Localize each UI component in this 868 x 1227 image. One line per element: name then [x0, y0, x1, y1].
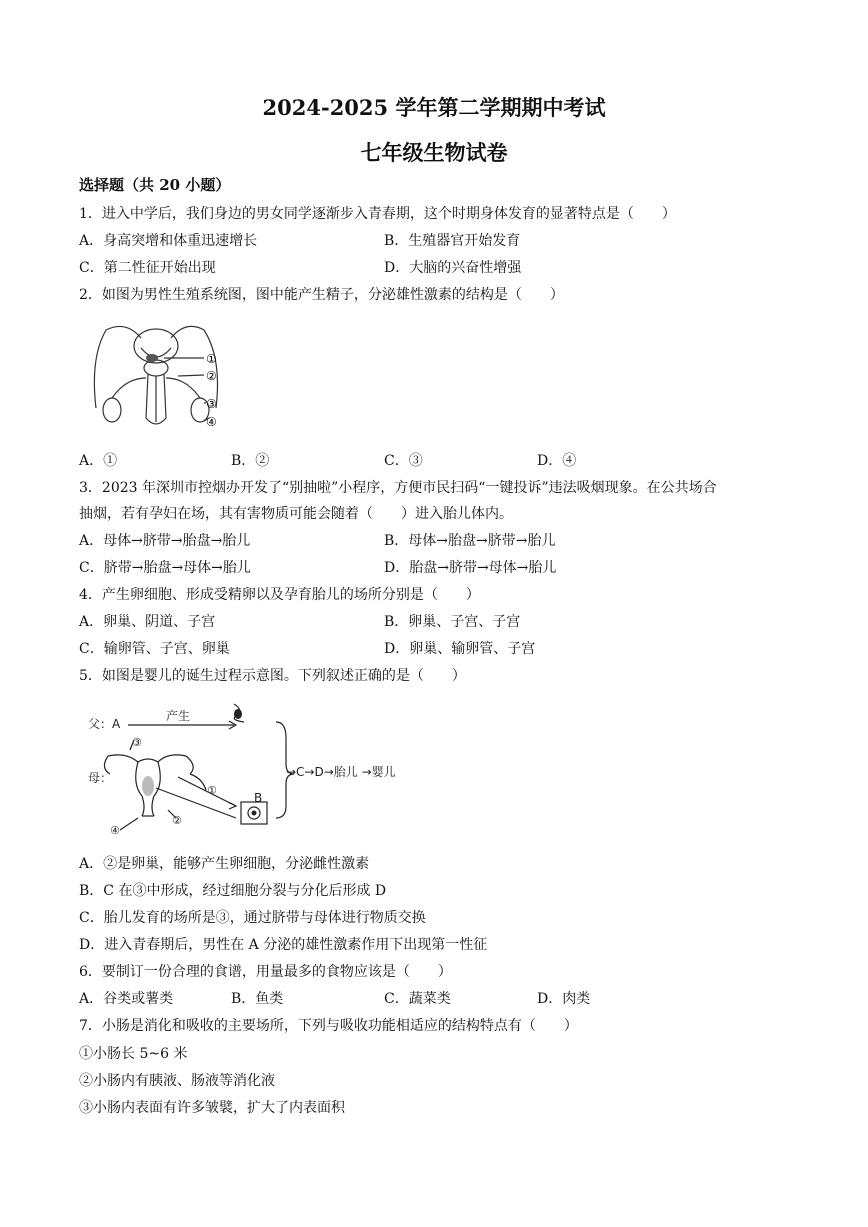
q4-option-a: A．卵巢、阴道、子宫: [79, 614, 216, 630]
fig5-num-1: ①: [207, 784, 217, 797]
birth-process-figure: [86, 698, 456, 840]
fig5-num-3: ③: [132, 736, 142, 749]
q6-option-b: B．鱼类: [231, 991, 284, 1007]
q5-option-d: D．进入青春期后，男性在 A 分泌的雄性激素作用下出现第一性征: [79, 937, 488, 953]
q1-option-d: D．大脑的兴奋性增强: [384, 260, 522, 276]
fig2-label-3: ③: [206, 397, 217, 411]
male-reproductive-figure: [86, 318, 226, 436]
section-heading: 选择题（共 20 小题）: [79, 176, 231, 194]
q1-option-a: A．身高突增和体重迅速增长: [79, 233, 258, 249]
q1-option-b: B．生殖器官开始发育: [384, 233, 521, 249]
q7-statement-2: ②小肠内有胰液、肠液等消化液: [79, 1073, 275, 1089]
fig5-mother: 母：: [88, 771, 113, 785]
q6-option-c: C．蔬菜类: [384, 991, 451, 1007]
q7-stem: 7．小肠是消化和吸收的主要场所，下列与吸收功能相适应的结构特点有（ ）: [79, 1018, 578, 1034]
fig5-father: 父：A: [88, 717, 121, 731]
q3-stem-line2: 抽烟，若有孕妇在场，其有害物质可能会随着（ ）进入胎儿体内。: [79, 506, 513, 522]
q2-option-a: A．①: [79, 453, 118, 469]
q2-option-c: C．③: [384, 453, 423, 469]
q4-option-d: D．卵巢、输卵管、子宫: [384, 641, 536, 657]
fig5-num-4: ④: [110, 824, 120, 837]
q3-stem-line1: 3．2023 年深圳市控烟办开发了“别抽啦”小程序，方便市民扫码“一键投诉”违法吸烟现象。在公共场合: [79, 480, 717, 496]
q3-option-c: C．脐带→胎盘→母体→胎儿: [79, 560, 251, 576]
fig5-chain: →C→D→胎儿 →婴儿: [286, 765, 396, 779]
q5-option-a: A．②是卵巢，能够产生卵细胞，分泌雌性激素: [79, 856, 370, 872]
exam-subtitle: 七年级生物试卷: [360, 140, 508, 165]
q7-statement-1: ①小肠长 5~6 米: [79, 1046, 188, 1062]
q2-option-d: D．④: [537, 453, 577, 469]
q1-option-c: C．第二性征开始出现: [79, 260, 216, 276]
q4-stem: 4．产生卵细胞、形成受精卵以及孕育胎儿的场所分别是（ ）: [79, 587, 480, 603]
q5-option-c: C．胎儿发育的场所是③，通过脐带与母体进行物质交换: [79, 910, 426, 926]
fig2-label-1: ①: [206, 352, 217, 366]
fig2-label-2: ②: [206, 369, 217, 383]
fig5-num-2: ②: [172, 814, 182, 827]
fig5-label-b: B: [254, 791, 263, 805]
q4-option-b: B．卵巢、子宫、子宫: [384, 614, 521, 630]
q3-option-d: D．胎盘→脐带→母体→胎儿: [384, 560, 557, 576]
q1-stem: 1．进入中学后，我们身边的男女同学逐渐步入青春期，这个时期身体发育的显著特点是（ ）: [79, 206, 676, 222]
exam-title: 2024-2025 学年第二学期期中考试: [262, 95, 606, 120]
fig5-produce: 产生: [166, 709, 191, 723]
q6-option-a: A．谷类或薯类: [79, 991, 174, 1007]
q2-option-b: B．②: [231, 453, 270, 469]
q7-statement-3: ③小肠内表面有许多皱襞，扩大了内表面积: [79, 1100, 345, 1116]
q4-option-c: C．输卵管、子宫、卵巢: [79, 641, 230, 657]
q5-stem: 5．如图是婴儿的诞生过程示意图。下列叙述正确的是（ ）: [79, 668, 466, 684]
fig2-label-4: ④: [206, 415, 217, 429]
q6-option-d: D．肉类: [537, 991, 591, 1007]
q3-option-a: A．母体→脐带→胎盘→胎儿: [79, 533, 251, 549]
q5-option-b: B．C 在③中形成，经过细胞分裂与分化后形成 D: [79, 883, 387, 899]
q3-option-b: B．母体→胎盘→脐带→胎儿: [384, 533, 556, 549]
q6-stem: 6．要制订一份合理的食谱，用量最多的食物应该是（ ）: [79, 964, 452, 980]
q2-stem: 2．如图为男性生殖系统图，图中能产生精子，分泌雄性激素的结构是（ ）: [79, 287, 564, 303]
